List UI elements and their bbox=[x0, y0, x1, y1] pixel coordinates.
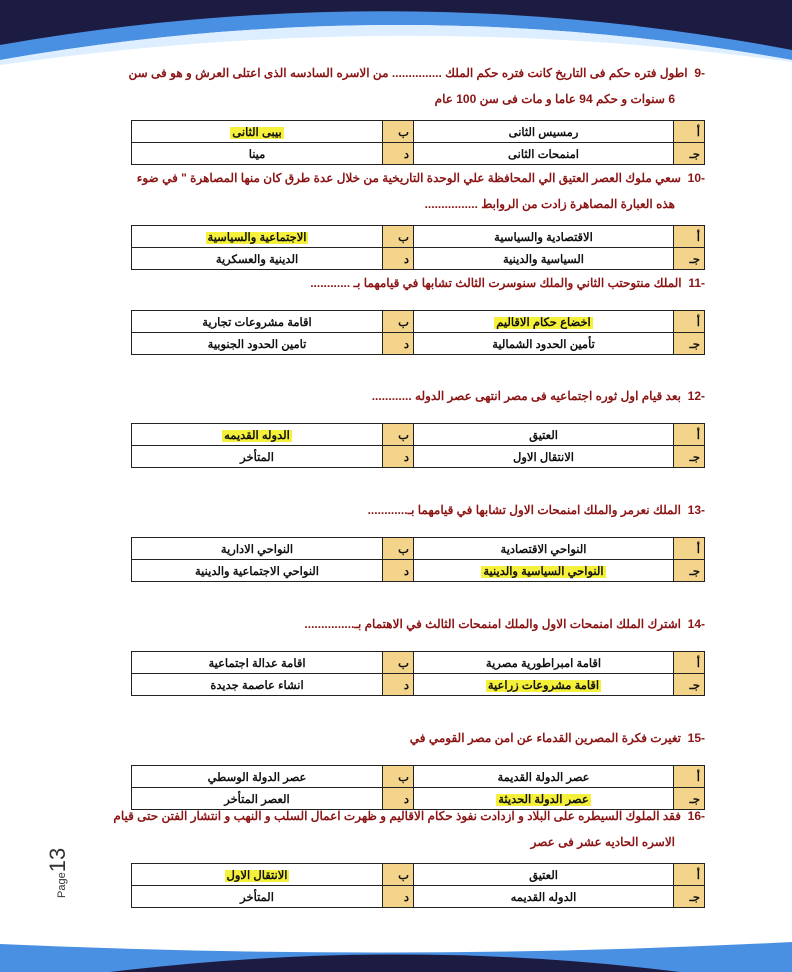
options-row bbox=[132, 766, 705, 788]
option-text: العتيق bbox=[529, 869, 558, 882]
option-letter: د bbox=[383, 560, 414, 582]
option-text: امنمحات الثانى bbox=[508, 148, 579, 161]
option-3[interactable] bbox=[132, 560, 383, 582]
highlighted-answer: الانتقال الاول bbox=[226, 869, 288, 882]
option-0[interactable] bbox=[414, 538, 674, 560]
option-2[interactable] bbox=[414, 446, 674, 468]
option-3[interactable] bbox=[132, 886, 383, 908]
option-letter: د bbox=[383, 248, 414, 270]
option-text: المتأخر bbox=[240, 891, 274, 904]
question-number: -10 bbox=[687, 171, 705, 185]
option-3[interactable] bbox=[132, 674, 383, 696]
option-letter: ب bbox=[383, 226, 414, 248]
option-text: الانتقال الاول bbox=[513, 451, 574, 464]
question-line: سعي ملوك العصر العتيق الي المحافظة علي الوحدة التاريخية من خلال عدة طرق كان منها المصاهرة " في ضوء bbox=[136, 171, 681, 185]
option-letter: جـ bbox=[674, 248, 705, 270]
option-0[interactable] bbox=[414, 864, 674, 886]
option-letter: جـ bbox=[674, 333, 705, 355]
option-0[interactable] bbox=[414, 652, 674, 674]
option-letter: جـ bbox=[674, 886, 705, 908]
option-letter: د bbox=[383, 886, 414, 908]
option-letter: أ bbox=[674, 538, 705, 560]
option-letter: ب bbox=[383, 121, 414, 143]
option-text: النواحي الاقتصادية bbox=[500, 543, 587, 556]
option-1[interactable] bbox=[132, 226, 383, 248]
page-label: Page bbox=[56, 872, 68, 898]
question-10 bbox=[100, 165, 705, 270]
options-row bbox=[132, 538, 705, 560]
option-letter: جـ bbox=[674, 788, 705, 810]
option-3[interactable] bbox=[132, 333, 383, 355]
options-row bbox=[132, 333, 705, 355]
option-letter: جـ bbox=[674, 446, 705, 468]
question-text bbox=[100, 270, 705, 296]
option-text: السياسية والدينية bbox=[503, 253, 584, 266]
options-row bbox=[132, 424, 705, 446]
option-2[interactable] bbox=[414, 560, 674, 582]
option-text: مينا bbox=[248, 148, 266, 161]
option-0[interactable] bbox=[414, 311, 674, 333]
option-text: اقامة عدالة اجتماعية bbox=[208, 657, 306, 670]
page-number bbox=[45, 848, 71, 900]
question-line: اشترك الملك امنمحات الاول والملك امنمحات الثالث في الاهتمام بـ............... bbox=[304, 617, 681, 631]
options-table bbox=[131, 537, 705, 582]
option-letter: ب bbox=[383, 766, 414, 788]
option-0[interactable] bbox=[414, 424, 674, 446]
highlighted-answer: اخضاع حكام الاقاليم bbox=[496, 316, 591, 329]
highlighted-answer: الدوله القديمه bbox=[224, 429, 290, 442]
question-text bbox=[100, 725, 705, 751]
option-letter: د bbox=[383, 333, 414, 355]
option-text: الاقتصادية والسياسية bbox=[494, 231, 593, 244]
option-letter: أ bbox=[674, 864, 705, 886]
question-text bbox=[100, 829, 705, 855]
question-line: فقد الملوك السيطره على البلاد و ازدادت نفوذ حكام الاقاليم و ظهرت اعمال السلب و النهب و انتشار الفتن حتى قيام bbox=[113, 809, 681, 823]
highlighted-answer: اقامة مشروعات زراعية bbox=[487, 679, 600, 692]
question-line: 6 سنوات و حكم 94 عاما و مات فى سن 100 عام bbox=[434, 92, 675, 106]
option-text: الدينية والعسكرية bbox=[215, 253, 299, 266]
option-letter: أ bbox=[674, 226, 705, 248]
options-row bbox=[132, 143, 705, 165]
question-16 bbox=[100, 803, 705, 908]
question-text bbox=[100, 86, 705, 112]
option-text: تامين الحدود الجنوبية bbox=[207, 338, 307, 351]
option-3[interactable] bbox=[132, 446, 383, 468]
option-0[interactable] bbox=[414, 226, 674, 248]
question-9 bbox=[100, 60, 705, 165]
option-text: رمسيس الثانى bbox=[508, 126, 579, 139]
option-text: العصر المتأخر bbox=[224, 793, 290, 806]
question-number: -9 bbox=[694, 66, 705, 80]
question-text bbox=[100, 383, 705, 409]
question-line: اطول فتره حكم فى التاريخ كانت فتره حكم الملك ............... من الاسره السادسه الذى اعتلى العرش و هو فى سن bbox=[128, 66, 688, 80]
highlighted-answer: بيبى الثانى bbox=[232, 126, 282, 139]
option-letter: د bbox=[383, 788, 414, 810]
question-number: -14 bbox=[687, 617, 705, 631]
highlighted-answer: الاجتماعية والسياسية bbox=[207, 231, 307, 244]
options-row bbox=[132, 886, 705, 908]
question-15 bbox=[100, 725, 705, 810]
option-text: عصر الدولة الوسطي bbox=[207, 771, 307, 784]
option-0[interactable] bbox=[414, 766, 674, 788]
options-table bbox=[131, 310, 705, 355]
option-1[interactable] bbox=[132, 538, 383, 560]
option-2[interactable] bbox=[414, 674, 674, 696]
option-0[interactable] bbox=[414, 121, 674, 143]
option-text: النواحي الادارية bbox=[220, 543, 294, 556]
option-1[interactable] bbox=[132, 424, 383, 446]
option-letter: جـ bbox=[674, 143, 705, 165]
question-11 bbox=[100, 270, 705, 355]
option-2[interactable] bbox=[414, 886, 674, 908]
question-line: هذه العبارة المصاهرة زادت من الروابط ................ bbox=[424, 197, 675, 211]
question-13 bbox=[100, 497, 705, 582]
options-row bbox=[132, 121, 705, 143]
page-number-value: 13 bbox=[45, 847, 70, 873]
highlighted-answer: عصر الدولة الحديثة bbox=[498, 793, 589, 806]
option-letter: أ bbox=[674, 766, 705, 788]
option-2[interactable] bbox=[414, 248, 674, 270]
question-number: -15 bbox=[687, 731, 705, 745]
option-3[interactable] bbox=[132, 143, 383, 165]
options-table bbox=[131, 651, 705, 696]
option-3[interactable] bbox=[132, 248, 383, 270]
question-line: الملك منتوحتب الثاني والملك سنوسرت الثالث تشابها في قيامهما بـ ............ bbox=[310, 276, 682, 290]
option-1[interactable] bbox=[132, 121, 383, 143]
question-text bbox=[100, 497, 705, 523]
option-1[interactable] bbox=[132, 311, 383, 333]
options-row bbox=[132, 864, 705, 886]
footer-decoration bbox=[0, 932, 792, 972]
option-letter: أ bbox=[674, 652, 705, 674]
option-text: اقامة مشروعات تجارية bbox=[202, 316, 312, 329]
options-table bbox=[131, 225, 705, 270]
question-line: الاسره الحاديه عشر فى عصر bbox=[530, 835, 675, 849]
option-1[interactable] bbox=[132, 652, 383, 674]
question-text bbox=[100, 60, 705, 86]
question-text bbox=[100, 165, 705, 191]
options-row bbox=[132, 652, 705, 674]
option-letter: أ bbox=[674, 121, 705, 143]
question-12 bbox=[100, 383, 705, 468]
option-text: الدوله القديمه bbox=[510, 891, 577, 904]
option-letter: أ bbox=[674, 424, 705, 446]
option-2[interactable] bbox=[414, 333, 674, 355]
option-letter: جـ bbox=[674, 674, 705, 696]
option-text: المتأخر bbox=[240, 451, 274, 464]
option-letter: د bbox=[383, 143, 414, 165]
option-letter: جـ bbox=[674, 560, 705, 582]
options-row bbox=[132, 446, 705, 468]
question-number: -13 bbox=[687, 503, 705, 517]
option-text: عصر الدولة القديمة bbox=[497, 771, 590, 784]
option-text: اقامة امبراطورية مصرية bbox=[485, 657, 602, 670]
option-letter: د bbox=[383, 446, 414, 468]
question-text bbox=[100, 611, 705, 637]
option-letter: ب bbox=[383, 538, 414, 560]
options-row bbox=[132, 674, 705, 696]
question-number: -12 bbox=[687, 389, 705, 403]
question-line: الملك نعرمر والملك امنمحات الاول تشابها في قيامهما بـ............ bbox=[367, 503, 681, 517]
options-row bbox=[132, 560, 705, 582]
options-table bbox=[131, 423, 705, 468]
option-letter: أ bbox=[674, 311, 705, 333]
option-letter: ب bbox=[383, 864, 414, 886]
option-letter: ب bbox=[383, 311, 414, 333]
option-text: انشاء عاصمة جديدة bbox=[210, 679, 304, 692]
option-2[interactable] bbox=[414, 143, 674, 165]
options-row bbox=[132, 311, 705, 333]
highlighted-answer: النواحي السياسية والدينية bbox=[483, 565, 604, 578]
option-text: النواحي الاجتماعية والدينية bbox=[195, 565, 319, 578]
question-number: -11 bbox=[688, 276, 705, 290]
options-table bbox=[131, 863, 705, 908]
option-1[interactable] bbox=[132, 766, 383, 788]
option-text: العتيق bbox=[529, 429, 558, 442]
options-row bbox=[132, 226, 705, 248]
question-line: بعد قيام اول ثوره اجتماعيه فى مصر انتهى عصر الدوله ............ bbox=[371, 389, 681, 403]
option-1[interactable] bbox=[132, 864, 383, 886]
question-text bbox=[100, 803, 705, 829]
question-line: تغيرت فكرة المصرين القدماء عن امن مصر القومي في bbox=[409, 731, 681, 745]
options-row bbox=[132, 248, 705, 270]
options-table bbox=[131, 120, 705, 165]
option-text: تأمين الحدود الشمالية bbox=[492, 338, 595, 351]
option-letter: ب bbox=[383, 424, 414, 446]
option-letter: ب bbox=[383, 652, 414, 674]
question-14 bbox=[100, 611, 705, 696]
question-text bbox=[100, 191, 705, 217]
question-number: -16 bbox=[687, 809, 705, 823]
option-letter: د bbox=[383, 674, 414, 696]
